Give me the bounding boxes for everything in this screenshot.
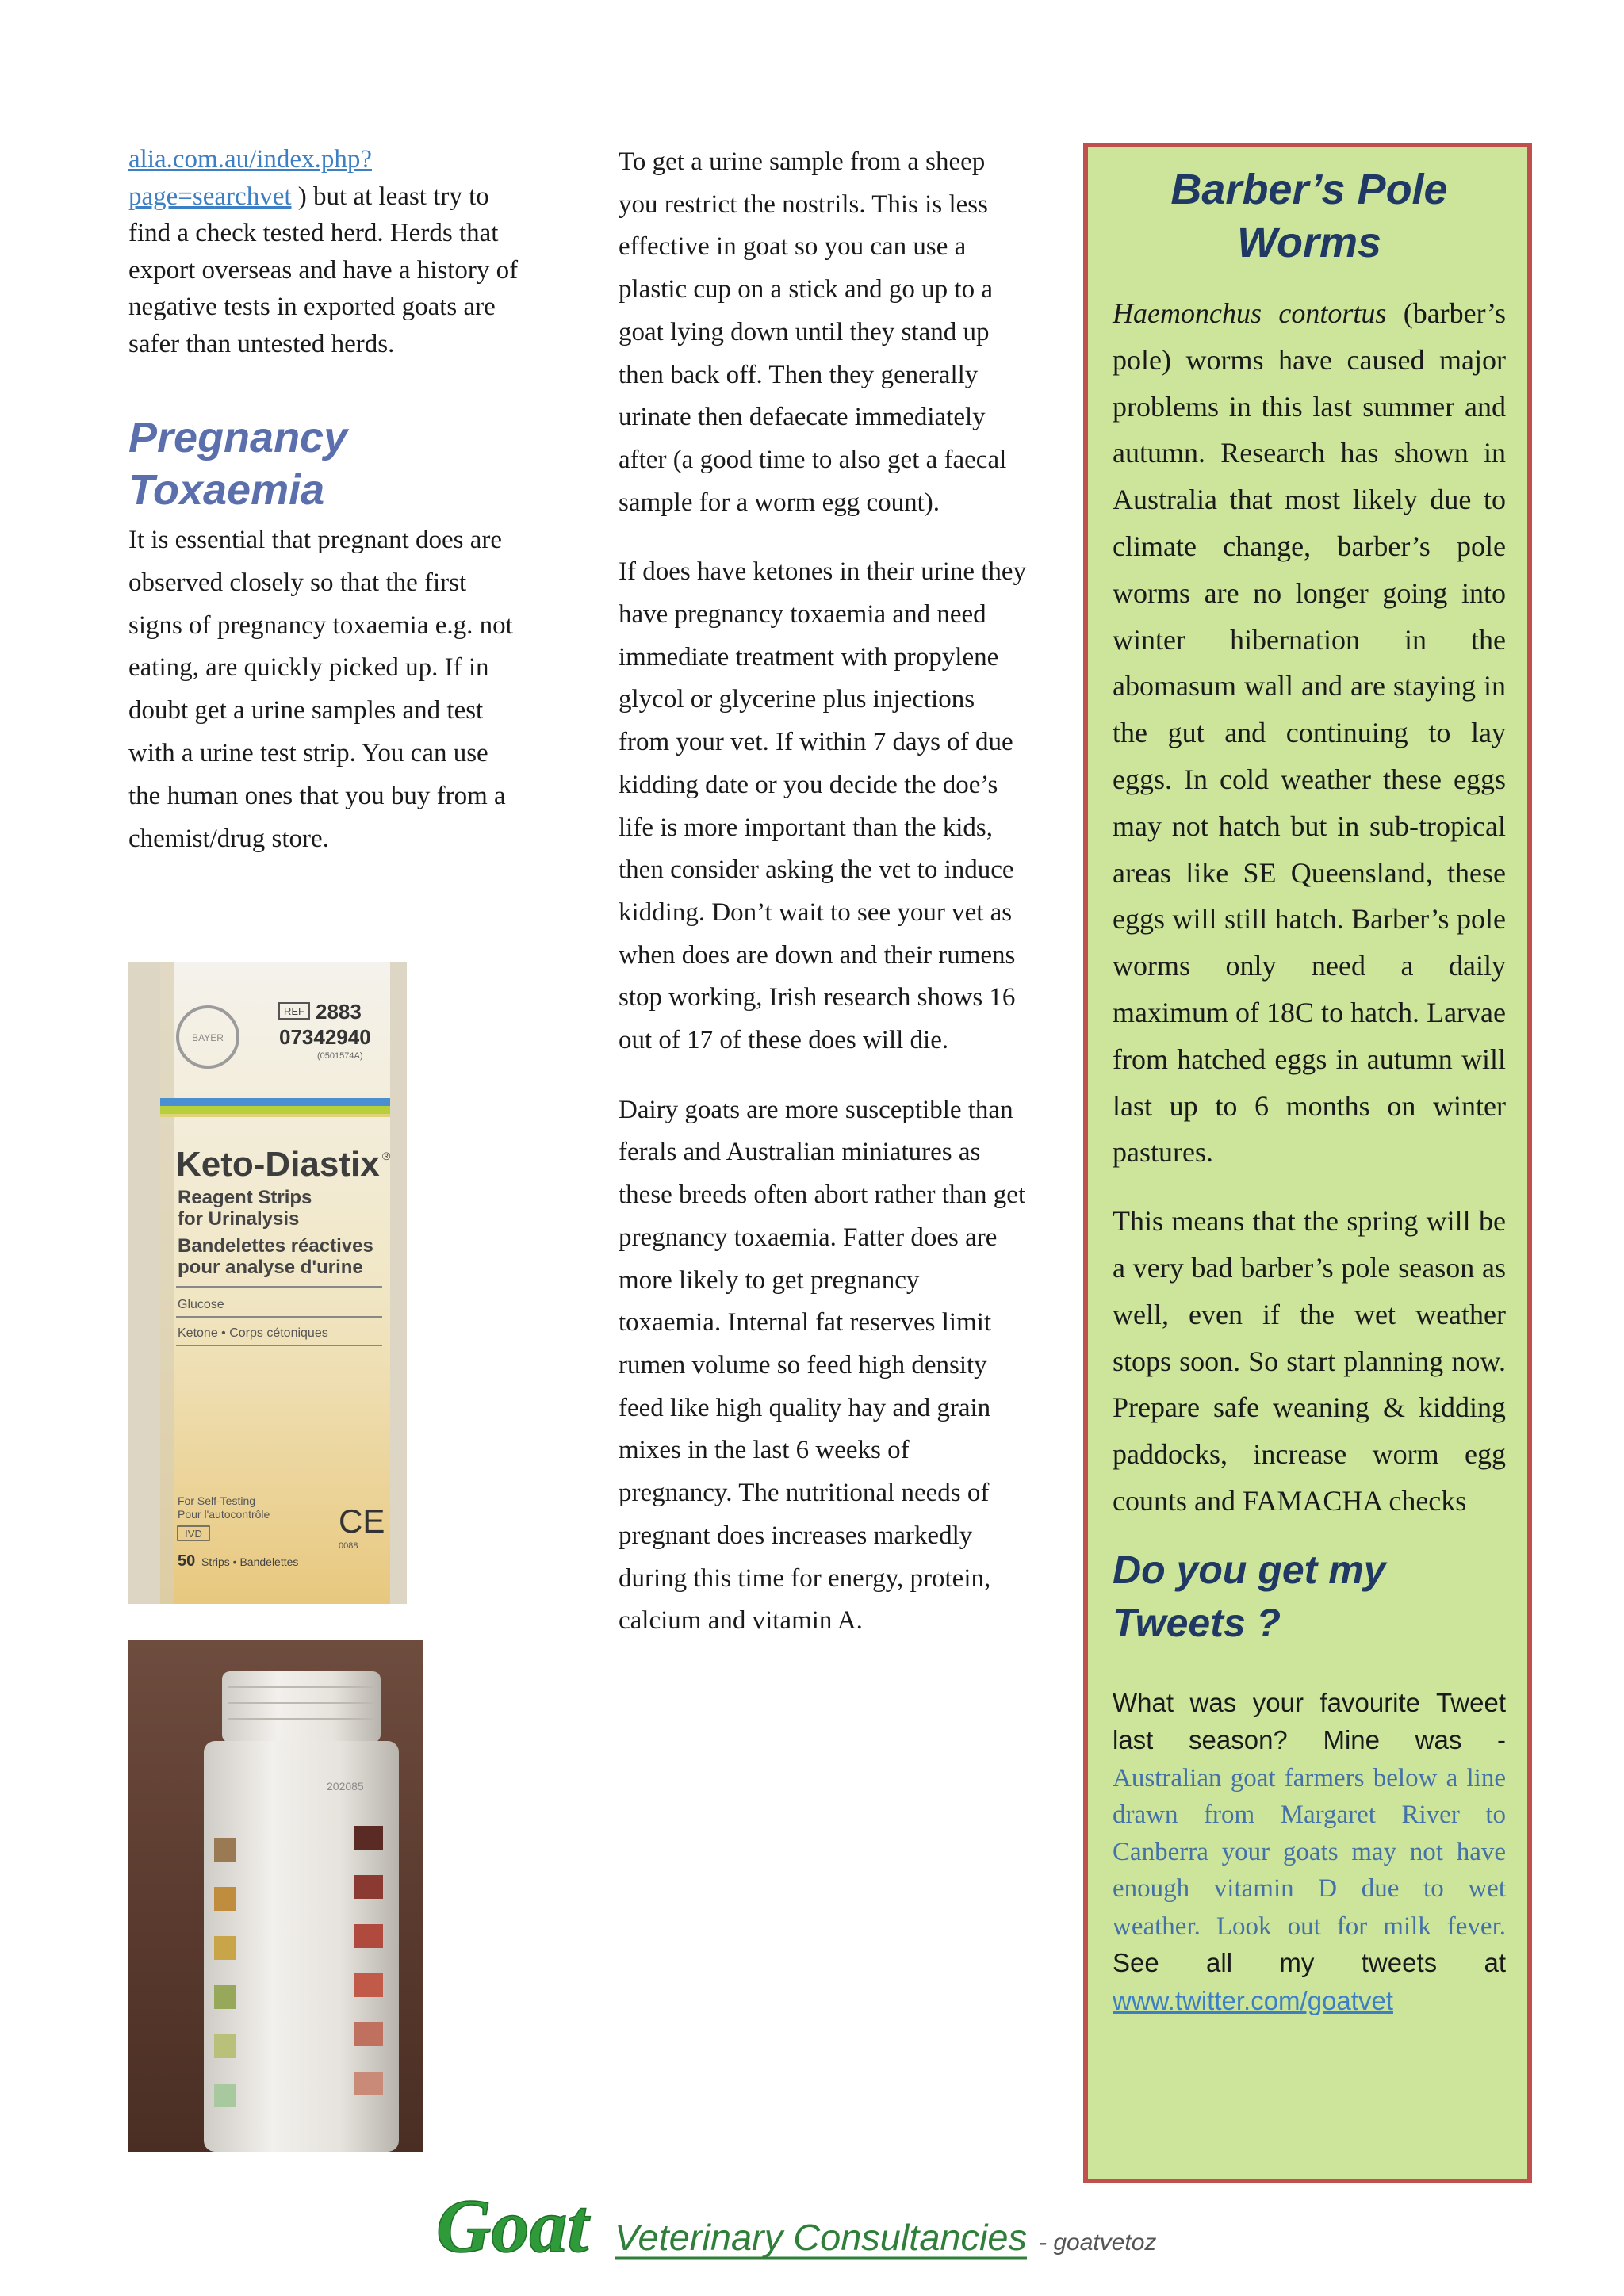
urinalysis-line: for Urinalysis xyxy=(178,1208,300,1230)
tweets-heading xyxy=(1113,1544,1506,1650)
searchvet-link-continued[interactable]: archvet xyxy=(214,182,292,211)
left-swatch xyxy=(214,1936,236,1960)
middle-column xyxy=(619,141,1027,1643)
tweets-line-2: Tweets ? xyxy=(1113,1600,1281,1645)
strip-count-text: Strips • Bandelettes xyxy=(201,1556,299,1568)
urine-sample-paragraph: To get a urine sample from a sheep you restrict the nostrils. This is less effective in goat so you can use a plastic cup on a stick and go up to a goat lying down until they stand up then back off. Then they generally urinate then defaecate immediately after (a good time to also get a faecal sample for a worm egg count). xyxy=(619,147,1007,517)
right-swatch xyxy=(354,1875,383,1899)
intro-paragraph xyxy=(128,141,525,362)
logo-suffix: - goatvetoz xyxy=(1039,2229,1157,2256)
product-code: 07342940 xyxy=(279,1025,371,1049)
bottle-code: 202085 xyxy=(327,1780,364,1793)
logo-goat-word: Goat xyxy=(436,2183,588,2268)
pregnancy-toxaemia-body: It is essential that pregnant does are observed closely so that the first signs of pregnancy toxaemia e.g. not eating, are quickly picked up. If in doubt get a urine samples and test with a urine test strip. You can use the human ones that you buy from a chemist/drug store. xyxy=(128,526,513,853)
analyse-line: pour analyse d'urine xyxy=(178,1257,363,1278)
registered-mark: ® xyxy=(382,1150,391,1162)
left-swatch xyxy=(214,1887,236,1911)
reagent-strips-line: Reagent Strips xyxy=(178,1187,312,1208)
barbers-pole-title xyxy=(1113,163,1506,270)
ce-mark: CE xyxy=(339,1502,385,1540)
ketone-label: Ketone • Corps cétoniques xyxy=(178,1326,328,1340)
left-swatch xyxy=(214,2034,236,2058)
twitter-link[interactable]: www.twitter.com/goatvet xyxy=(1113,1985,1393,2015)
species-name: Haemonchus contortus xyxy=(1113,297,1387,329)
left-swatch xyxy=(214,2084,236,2107)
goat-veterinary-logo xyxy=(428,2180,1221,2275)
dairy-goats-paragraph: Dairy goats are more susceptible than ferals and Australian miniatures as these breeds often abort rather than get pregnancy toxaemia. Fatter does are more likely to get pregnancy toxaemia. Internal fat reserves limit rumen volume so feed high density feed like high quality hay and grain mixes in the last 6 weeks of pregnancy. The nutritional needs of pregnant does increases markedly during this time for energy, protein, calcium and vitamin A. xyxy=(619,1095,1026,1636)
autocontrole-line: Pour l'autocontrôle xyxy=(178,1508,270,1521)
heading-line-2: Toxaemia xyxy=(128,466,325,514)
left-swatch xyxy=(214,1838,236,1862)
right-swatch xyxy=(354,1924,383,1948)
left-swatch xyxy=(214,1985,236,2009)
strip-count: 50 xyxy=(178,1552,196,1570)
tweets-line-1: Do you get my xyxy=(1113,1547,1386,1592)
logo-company-name: Veterinary Consultancies xyxy=(615,2217,1027,2258)
footer-logo xyxy=(428,2180,1221,2275)
keto-diastix-brand: Keto-Diastix xyxy=(176,1145,380,1184)
left-column xyxy=(128,141,525,860)
barbers-pole-paragraph xyxy=(1113,290,1506,1176)
glucose-label: Glucose xyxy=(178,1298,224,1311)
pregnancy-toxaemia-heading xyxy=(128,411,525,516)
bayer-text: BAYER xyxy=(192,1032,224,1043)
barbers-pole-sidebar xyxy=(1083,143,1532,2183)
tweet-paragraph xyxy=(1113,1685,1506,2021)
searchvet-link[interactable]: alia.com.au/index.php?page=se xyxy=(128,145,372,211)
right-swatch xyxy=(354,1973,383,1997)
ref-number: 2883 xyxy=(316,1000,362,1024)
small-code: (0501574A) xyxy=(317,1051,363,1061)
right-swatch xyxy=(354,1826,383,1850)
keto-diastix-box-illustration xyxy=(128,962,407,1604)
lot-code: 0088 xyxy=(339,1541,358,1551)
title-line-1: Barber’s Pole xyxy=(1170,166,1448,213)
right-swatch xyxy=(354,2022,383,2046)
keto-diastix-photo xyxy=(128,962,407,1604)
intro-text: ) but at least try to find a check tested herd. Herds that export overseas and have a history of negative tests in exported goats are safer than untested herds. xyxy=(128,182,519,358)
tweet-quote: Australian goat farmers below a line drawn from Margaret River to Canberra your goats may not have enough vitamin D due to wet weather. Look out for milk fever. xyxy=(1113,1763,1506,1941)
ref-label: REF xyxy=(284,1005,304,1017)
ivd-label: IVD xyxy=(185,1528,202,1540)
title-line-2: Worms xyxy=(1236,219,1382,266)
self-test-line: For Self-Testing xyxy=(178,1494,256,1507)
right-swatch xyxy=(354,2072,383,2095)
tweet-outro: See all my tweets at xyxy=(1113,1948,1506,1978)
test-strip-bottle-photo xyxy=(128,1640,423,2152)
ketones-paragraph: If does have ketones in their urine they have pregnancy toxaemia and need immediate treatment with propylene glycol or glycerine plus injections from your vet. If within 7 days of due kidding date or you decide the doe’s life is more important than the kids, then consider asking the vet to induce kidding. Don’t wait to see your vet as when does are down and their rumens stop working, Irish research shows 16 out of 17 of these does will die. xyxy=(619,557,1027,1055)
heading-line-1: Pregnancy xyxy=(128,414,348,461)
bandelettes-line: Bandelettes réactives xyxy=(178,1235,373,1257)
barbers-pole-text: (barber’s pole) worms have caused major problems in this last summer and autumn. Research has shown in Australia that most likely due to climate change, barber’s pole worms are no longer going into winter hibernation in the abomasum wall and are staying in the gut and continuing to lay eggs. In cold weather these eggs may not hatch but in sub-tropical areas like SE Queensland, these eggs will still hatch. Barber’s pole worms only need a daily maximum of 18C to hatch. Larvae from hatched eggs in autumn will last up to 6 months on winter pastures. xyxy=(1113,297,1506,1169)
test-strip-bottle-illustration xyxy=(128,1640,423,2152)
spring-warning-paragraph: This means that the spring will be a very bad barber’s pole season as well, even if the wet weather stops soon. So start planning now. Prepare safe weaning & kidding paddocks, increase worm egg counts and FAMACHA checks xyxy=(1113,1205,1506,1517)
tweet-intro: What was your favourite Tweet last season? Mine was - xyxy=(1113,1687,1506,1755)
